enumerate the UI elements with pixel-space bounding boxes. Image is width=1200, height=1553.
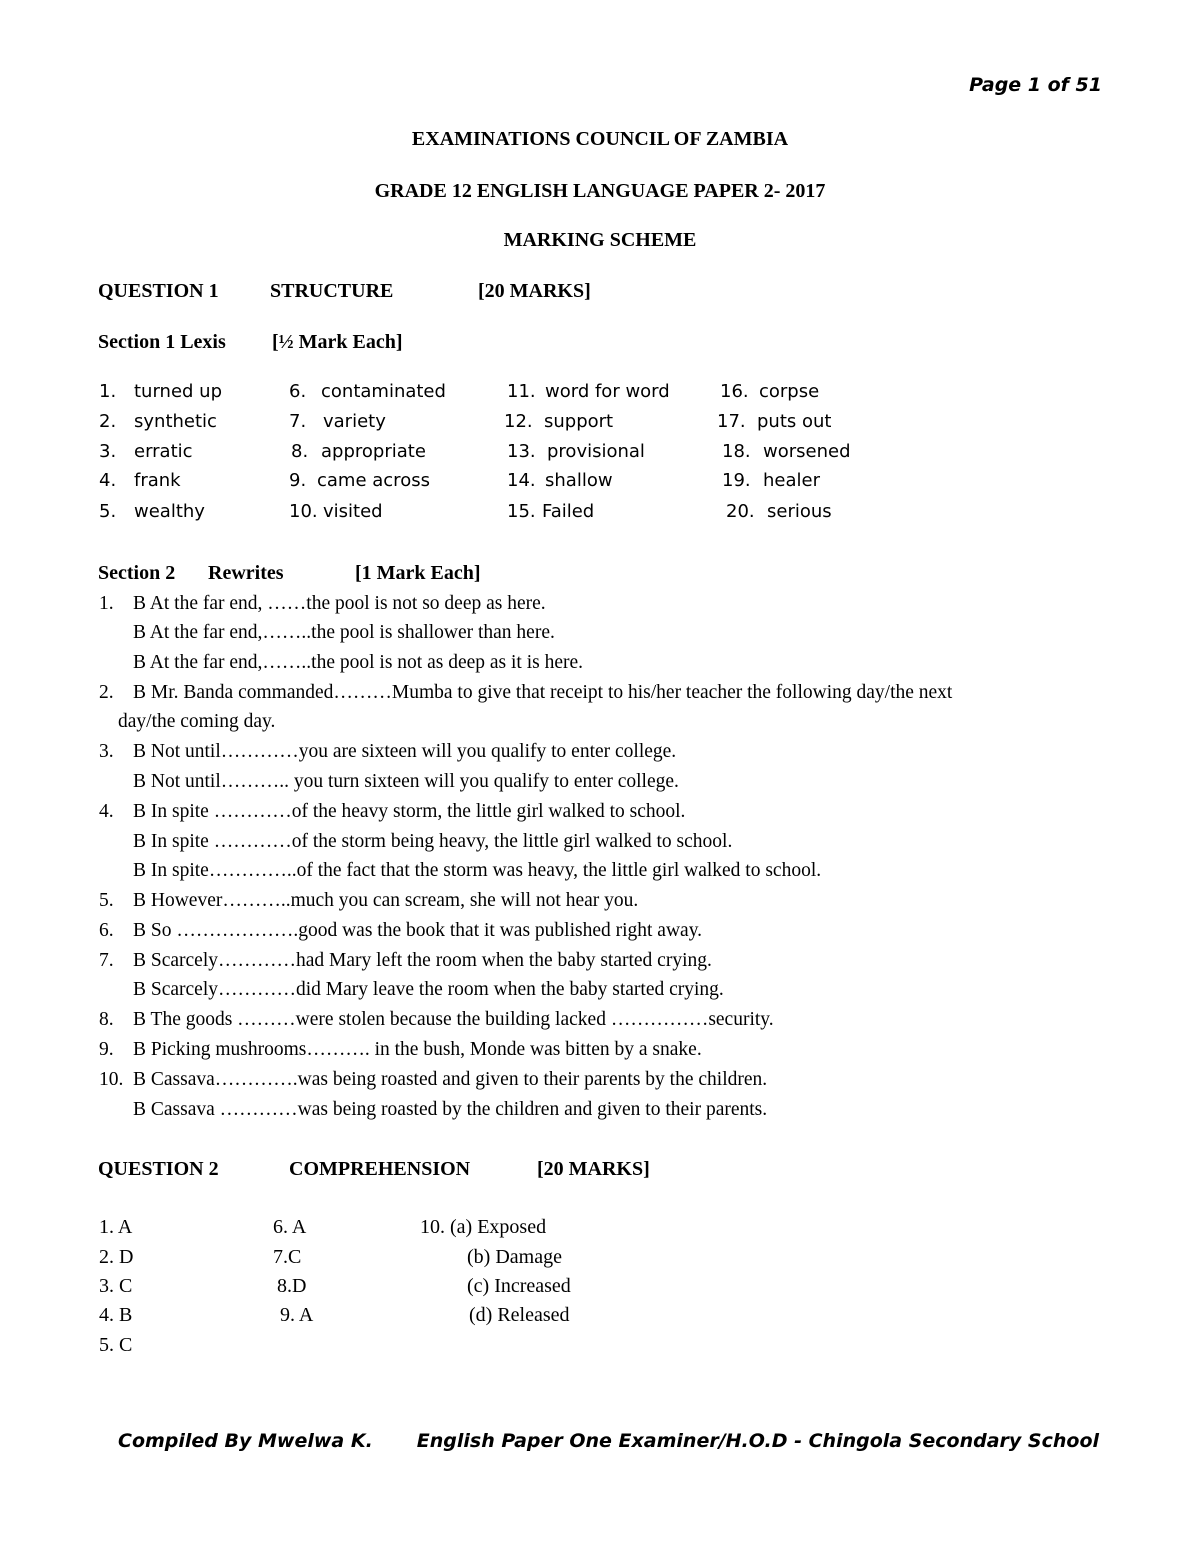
council-title: EXAMINATIONS COUNCIL OF ZAMBIA bbox=[411, 128, 789, 150]
lexis-number: 13. bbox=[507, 441, 536, 462]
rewrite-answer: B Mr. Banda commanded………Mumba to give that receipt to his/her teacher the following day/the next bbox=[133, 682, 953, 703]
rewrite-number: 4. bbox=[99, 801, 114, 822]
paper-title: GRADE 12 ENGLISH LANGUAGE PAPER 2- 2017 bbox=[374, 180, 826, 202]
lexis-answer: healer bbox=[763, 470, 820, 491]
lexis-number: 19. bbox=[722, 470, 751, 491]
lexis-answer: turned up bbox=[134, 381, 223, 402]
lexis-answer: synthetic bbox=[134, 411, 217, 432]
rewrite-number: 8. bbox=[99, 1009, 114, 1030]
comprehension-answer: 2. D bbox=[99, 1246, 134, 1268]
lexis-answer: serious bbox=[767, 501, 832, 522]
rewrite-number: 9. bbox=[99, 1039, 114, 1060]
lexis-number: 12. bbox=[504, 411, 533, 432]
rewrite-answer: B Picking mushrooms………. in the bush, Monde was bitten by a snake. bbox=[133, 1039, 702, 1060]
question2-label: QUESTION 2 bbox=[98, 1158, 219, 1180]
rewrite-number: 3. bbox=[99, 741, 114, 762]
rewrite-answer: B At the far end,……..the pool is not as deep as it is here. bbox=[133, 652, 584, 673]
comprehension-answer: 5. C bbox=[99, 1334, 133, 1356]
comprehension-answer: 9. A bbox=[280, 1304, 314, 1326]
rewrite-answer: B So ……………….good was the book that it was published right away. bbox=[133, 920, 703, 941]
lexis-number: 20. bbox=[726, 501, 755, 522]
lexis-number: 6. bbox=[289, 381, 307, 402]
lexis-number: 8. bbox=[291, 441, 309, 462]
lexis-answer: corpse bbox=[759, 381, 820, 402]
lexis-number: 9. bbox=[289, 470, 307, 491]
comprehension-answer: 7.C bbox=[273, 1246, 302, 1268]
lexis-answer: word for word bbox=[545, 381, 670, 402]
lexis-number: 15. bbox=[507, 501, 536, 522]
lexis-number: 5. bbox=[99, 501, 117, 522]
lexis-answer: wealthy bbox=[134, 501, 205, 522]
lexis-number: 18. bbox=[722, 441, 751, 462]
rewrite-answer: B Cassava………….was being roasted and given to their parents by the children. bbox=[133, 1069, 768, 1090]
lexis-number: 2. bbox=[99, 411, 117, 432]
lexis-number: 1. bbox=[99, 381, 117, 402]
lexis-answer: erratic bbox=[134, 441, 193, 462]
rewrite-answer: B The goods ………were stolen because the building lacked ……………security. bbox=[133, 1009, 774, 1030]
lexis-number: 7. bbox=[289, 411, 307, 432]
lexis-number: 11. bbox=[507, 381, 536, 402]
lexis-answer: variety bbox=[323, 411, 386, 432]
comprehension-answer: (d) Released bbox=[469, 1304, 570, 1326]
lexis-answer: support bbox=[544, 411, 614, 432]
lexis-answer: contaminated bbox=[321, 381, 446, 402]
lexis-answer: puts out bbox=[757, 411, 832, 432]
rewrite-answer: B Scarcely…………did Mary leave the room when the baby started crying. bbox=[133, 979, 724, 1000]
section2-marks: [1 Mark Each] bbox=[355, 562, 481, 584]
rewrite-number: 2. bbox=[99, 682, 114, 703]
rewrite-number: 5. bbox=[99, 890, 114, 911]
section1-label: Section 1 Lexis bbox=[98, 331, 226, 353]
comprehension-answer: 10. (a) Exposed bbox=[420, 1216, 547, 1238]
rewrite-answer: B However………..much you can scream, she will not hear you. bbox=[133, 890, 639, 911]
lexis-number: 4. bbox=[99, 470, 117, 491]
rewrite-answer: B In spite…………..of the fact that the storm was heavy, the little girl walked to school. bbox=[133, 860, 822, 881]
section1-marks: [½ Mark Each] bbox=[272, 331, 403, 353]
lexis-number: 16. bbox=[720, 381, 749, 402]
rewrite-answer: B Not until…………you are sixteen will you qualify to enter college. bbox=[133, 741, 677, 762]
lexis-answer: Failed bbox=[542, 501, 595, 522]
rewrite-number: 7. bbox=[99, 950, 114, 971]
section2-label: Section 2 bbox=[98, 562, 176, 584]
lexis-answer: visited bbox=[323, 501, 383, 522]
rewrite-answer: B At the far end,……..the pool is shallower than here. bbox=[133, 622, 555, 643]
comprehension-answer: 4. B bbox=[99, 1304, 133, 1326]
lexis-answer: shallow bbox=[545, 470, 613, 491]
rewrite-number: 6. bbox=[99, 920, 114, 941]
lexis-answer: frank bbox=[134, 470, 181, 491]
question1-label: QUESTION 1 bbox=[98, 280, 219, 302]
rewrite-answer: B Not until……….. you turn sixteen will you qualify to enter college. bbox=[133, 771, 679, 792]
footer-role: English Paper One Examiner/H.O.D - Chingola Secondary School bbox=[416, 1430, 1100, 1452]
lexis-number: 3. bbox=[99, 441, 117, 462]
rewrite-answer: B In spite …………of the storm being heavy, the little girl walked to school. bbox=[133, 831, 733, 852]
rewrite-answer: B At the far end, ……the pool is not so deep as here. bbox=[133, 593, 546, 614]
lexis-number: 10. bbox=[289, 501, 318, 522]
rewrite-answer: day/the coming day. bbox=[118, 711, 276, 732]
comprehension-answer: (c) Increased bbox=[467, 1275, 571, 1297]
footer-compiler: Compiled By Mwelwa K. bbox=[118, 1430, 373, 1452]
comprehension-answer: (b) Damage bbox=[467, 1246, 562, 1268]
question1-topic: STRUCTURE bbox=[270, 280, 394, 302]
rewrite-answer: B In spite …………of the heavy storm, the little girl walked to school. bbox=[133, 801, 686, 822]
page-number: Page 1 of 51 bbox=[969, 74, 1102, 96]
lexis-answer: provisional bbox=[547, 441, 645, 462]
question2-marks: [20 MARKS] bbox=[537, 1158, 650, 1180]
scheme-title: MARKING SCHEME bbox=[503, 229, 697, 251]
section2-topic: Rewrites bbox=[208, 562, 284, 584]
comprehension-answer: 8.D bbox=[277, 1275, 307, 1297]
rewrite-number: 10. bbox=[99, 1069, 124, 1090]
comprehension-answer: 3. C bbox=[99, 1275, 133, 1297]
lexis-answer: came across bbox=[317, 470, 430, 491]
rewrite-answer: B Scarcely…………had Mary left the room when the baby started crying. bbox=[133, 950, 712, 971]
question1-marks: [20 MARKS] bbox=[478, 280, 591, 302]
comprehension-answer: 1. A bbox=[99, 1216, 133, 1238]
lexis-number: 14. bbox=[507, 470, 536, 491]
question2-topic: COMPREHENSION bbox=[289, 1158, 471, 1180]
comprehension-answer: 6. A bbox=[273, 1216, 307, 1238]
rewrite-number: 1. bbox=[99, 593, 114, 614]
lexis-number: 17. bbox=[717, 411, 746, 432]
lexis-answer: appropriate bbox=[321, 441, 426, 462]
lexis-answer: worsened bbox=[763, 441, 851, 462]
footer bbox=[118, 1430, 1099, 1452]
rewrite-answer: B Cassava …………was being roasted by the children and given to their parents. bbox=[133, 1099, 768, 1120]
